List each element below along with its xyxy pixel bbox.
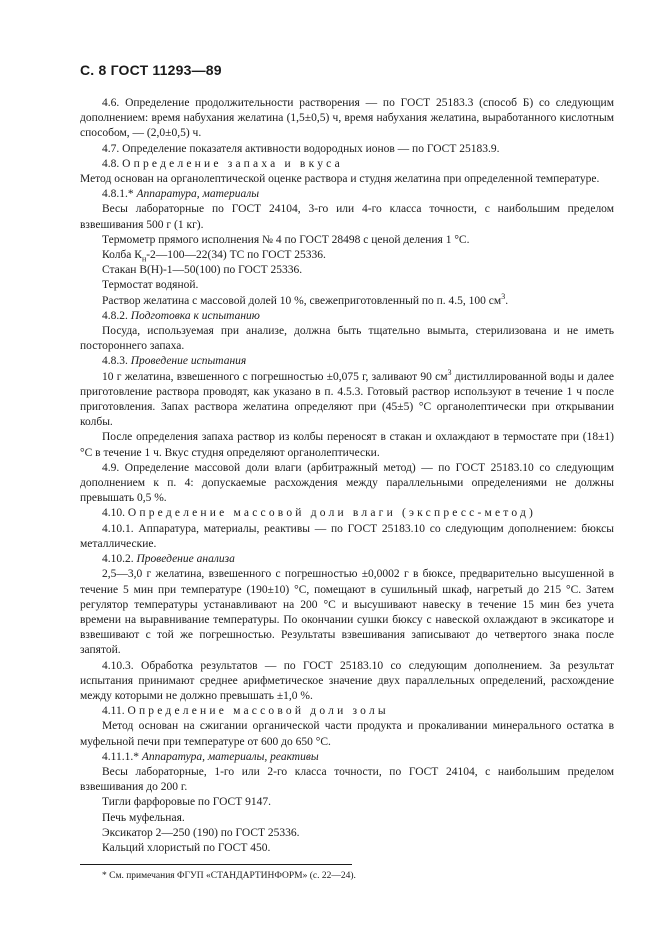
equipment-water-bath: Термостат водяной. [102,279,199,292]
section-4-11-text: Метод основан на сжигании органической части продукта и прокаливании минерального остатка в муфельной печи при температуре от 600 до 650 °С. [80,720,614,748]
section-4-8-1-heading [80,187,614,202]
section-number: 4.11. [102,705,125,718]
section-4-6: 4.6. Определение продолжительности растворения — по ГОСТ 25183.3 (способ Б) со следующим дополнением: время набухания желатина (1,5±0,5) ч, время набухания желатина, выработанного кислотным способом, — (2,0±0,5) ч. [80,97,614,140]
section-number: 4.8.3. [102,355,128,368]
section-4-8-2-heading [80,309,614,324]
section-title: Аппаратура, материалы [136,188,260,201]
section-4-10-heading [80,506,614,521]
equipment-beaker: Стакан В(Н)-1—50(100) по ГОСТ 25336. [102,264,303,277]
section-4-10-1: 4.10.1. Аппаратура, материалы, реактивы — по ГОСТ 25183.10 со следующим дополнением: бюксы металлические. [80,522,614,550]
section-number: 4.10. [102,507,125,520]
equipment-thermometer: Термометр прямого исполнения № 4 по ГОСТ 28498 с ценой деления 1 °С. [102,233,470,246]
section-4-9: 4.9. Определение массовой доли влаги (арбитражный метод) — по ГОСТ 25183.10 со следующим дополнением к п. 4: допускаемые расхождения между параллельными определениями не должны превышать 0,5 %. [80,461,614,505]
section-4-8-3-para-2: После определения запаха раствор из колбы переносят в стакан и охлаждают в термостате при (18±1) °С в течение 1 ч. Вкус студня определяют органолептически. [80,431,614,459]
section-4-7: 4.7. Определение показателя активности водородных ионов — по ГОСТ 25183.9. [102,142,500,155]
ash-equipment-calcium-chloride: Кальций хлористый по ГОСТ 450. [102,841,271,854]
section-title: Проведение анализа [136,553,235,566]
section-4-8-text: Метод основан на органолептической оценке раствора и студня желатина при определенной температуре. [80,173,600,186]
section-number: 4.8.2. [102,309,128,322]
footnote-divider [80,864,352,865]
section-number: 4.11.1.* [102,750,139,763]
section-title: Аппаратура, материалы, реактивы [141,750,319,763]
section-4-11-heading [80,704,614,719]
ash-equipment-desiccator: Эксикатор 2—250 (190) по ГОСТ 25336. [102,826,300,839]
section-4-8-3-para-1: 10 г желатина, взвешенного с погрешностью ±0,075 г, заливают 90 $см^3$ дистиллированной воды и далее приготовление раствора проводят, как указано в п. 4.5.3. Готовый раствор используют в течение 1 ч после приготовления. Запах раствора желатина определяют при (45±5) °С органолептически при открывании колбы. [80,367,614,429]
section-4-10-3: 4.10.3. Обработка результатов — по ГОСТ 25183.10 со следующим дополнением. За результат испытания принимают среднее арифметическое значение двух параллельных определений, расхождение между которыми не должно превышать ±1,0 %. [80,659,614,702]
footnote: * См. примечания ФГУП «СТАНДАРТИНФОРМ» (с. 22—24). [102,871,356,882]
section-title: Определение запаха и вкуса [122,157,343,170]
equipment-flask: Колба $К_н-2—100—22(34)$ ТС по ГОСТ 25336. [102,249,326,264]
section-title: Определение массовой доли влаги (экспресс-метод) [127,507,537,520]
document-body [80,96,614,856]
ash-equipment-scales: Весы лабораторные, 1-го или 2-го класса точности, по ГОСТ 24104, с наибольшим пределом взвешивания до 200 г. [80,765,614,794]
page-header: С. 8 ГОСТ 11293—89 [80,62,222,78]
section-4-11-1-heading [80,750,614,765]
section-4-10-2-heading [80,552,614,567]
document-page [80,62,614,883]
section-number: 4.8. [102,157,120,170]
section-4-8-2-text: Посуда, используемая при анализе, должна быть тщательно вымыта, стерилизована и не иметь постороннего запаха. [80,325,614,353]
ash-equipment-crucibles: Тигли фарфоровые по ГОСТ 9147. [102,796,271,809]
equipment-scales: Весы лабораторные по ГОСТ 24104, 3-го или 4-го класса точности, с наибольшим пределом взвешивания 500 г (1 кг). [80,203,614,231]
section-4-8-3-heading [80,354,614,369]
section-4-8-heading [80,157,614,172]
section-title: Подготовка к испытанию [130,309,260,322]
section-title: Определение массовой доли золы [127,705,389,718]
section-number: 4.10.2. [102,553,134,566]
ash-equipment-furnace: Печь муфельная. [102,811,185,824]
section-title: Проведение испытания [130,355,247,368]
section-number: 4.8.1.* [102,188,134,201]
equipment-solution: Раствор желатина с массовой долей 10 %, свежеприготовленный по п. 4.5, 100 $см^3$. [102,291,509,307]
section-4-10-2-text: 2,5—3,0 г желатина, взвешенного с погрешностью ±0,0002 г в бюксе, предварительно высушенной в течение 5 мин при температуре (190±10) °С, помещают в сушильный шкаф, нагретый до 215 °С. Затем регулятор температуры устанавливают на 200 °С и высушивают навеску в течение 15 мин без учета времени на выравнивание температуры. По окончании сушки бюксу с навеской охлаждают в эксикаторе и взвешивают с той же погрешностью. Результаты взвешивания записывают до четвертого знака после запятой. [80,568,614,657]
